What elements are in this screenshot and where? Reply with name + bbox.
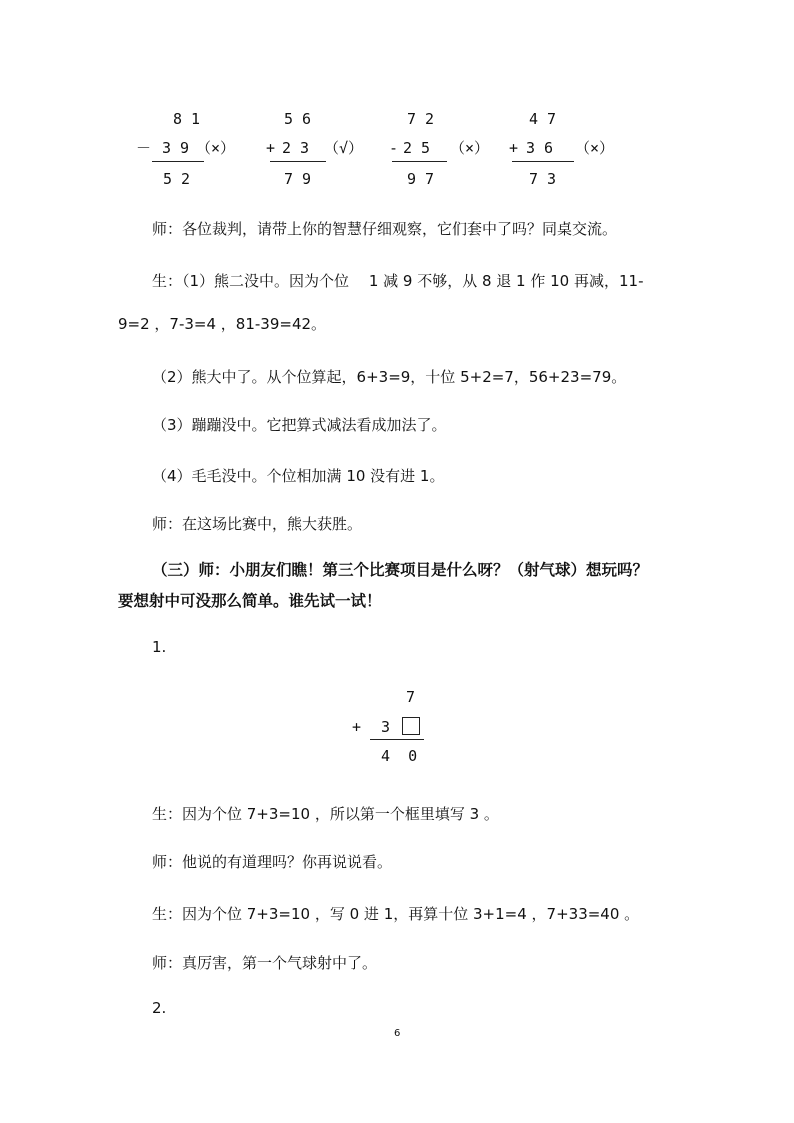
problem-operator: +	[352, 718, 362, 736]
problem-result: 4 0	[381, 747, 418, 765]
item-number-2: 2.	[152, 999, 167, 1017]
paragraph-answer-2: （2）熊大中了。从个位算起，6+3=9，十位 5+2=7，56+23=79。	[152, 368, 627, 386]
paragraph-student-box: 生：因为个位 7+3=10 ，所以第一个框里填写 3 。	[152, 805, 499, 823]
section-heading-line-1: （三）师：小朋友们瞧！第三个比赛项目是什么呀？（射气球）想玩吗？	[152, 561, 649, 579]
problem-result: 9 7	[407, 170, 435, 188]
item-number-1: 1.	[152, 638, 167, 656]
problem-operator: -	[389, 139, 399, 157]
problem-bottom: 3 9	[162, 139, 190, 157]
paragraph-student-answer-1-cont: 9=2 ，7-3=4 ，81-39=42。	[118, 315, 327, 333]
problem-mark: （×）	[575, 139, 615, 157]
problem-bottom: 2 3	[282, 139, 310, 157]
paragraph-teacher-followup: 师：他说的有道理吗？你再说说看。	[152, 853, 393, 871]
problem-mark: （√）	[324, 139, 364, 157]
problem-result: 7 3	[529, 170, 557, 188]
problem-top: 5 6	[284, 110, 312, 128]
problem-result: 5 2	[163, 170, 191, 188]
problem-mark: （×）	[450, 139, 490, 157]
paragraph-teacher-conclusion: 师：在这场比赛中，熊大获胜。	[152, 515, 363, 533]
problem-rule	[512, 161, 574, 162]
problem-rule	[392, 161, 447, 162]
paragraph-student-explain: 生：因为个位 7+3=10 ，写 0 进 1，再算十位 3+1=4 ，7+33=40 。	[152, 905, 640, 923]
paragraph-teacher-praise: 师：真厉害，第一个气球射中了。	[152, 954, 378, 972]
problem-top: 7 2	[407, 110, 435, 128]
problem-rule	[370, 739, 424, 740]
problem-bottom: 3 6	[526, 139, 554, 157]
answer-box[interactable]	[402, 717, 420, 735]
problem-top: 7	[406, 688, 416, 706]
problem-top: 8 1	[173, 110, 201, 128]
problem-rule	[152, 161, 204, 162]
problem-result: 7 9	[284, 170, 312, 188]
paragraph-answer-3: （3）蹦蹦没中。它把算式减法看成加法了。	[152, 416, 447, 434]
problem-bottom: 3	[381, 718, 391, 736]
problem-bottom: 2 5	[403, 139, 431, 157]
problem-mark: （×）	[196, 139, 236, 157]
paragraph-teacher-question: 师：各位裁判，请带上你的智慧仔细观察，它们套中了吗？同桌交流。	[152, 220, 618, 238]
problem-rule	[270, 161, 326, 162]
paragraph-answer-4: （4）毛毛没中。个位相加满 10 没有进 1。	[152, 467, 445, 485]
section-heading-line-2: 要想射中可没那么简单。谁先试一试！	[118, 592, 382, 610]
problem-operator: －	[136, 139, 152, 157]
problem-top: 4 7	[529, 110, 557, 128]
page-number: 6	[394, 1028, 401, 1039]
problem-operator: +	[509, 139, 519, 157]
paragraph-student-answer-1: 生：（1）熊二没中。因为个位 1 减 9 不够，从 8 退 1 作 10 再减，11-	[152, 272, 644, 290]
problem-operator: +	[266, 139, 276, 157]
